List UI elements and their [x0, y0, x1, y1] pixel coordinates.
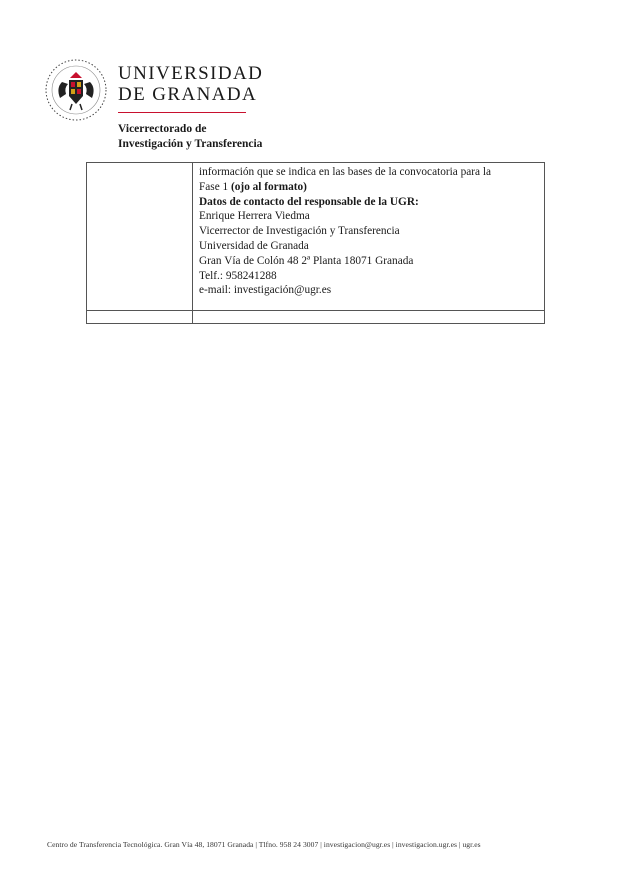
text-span: Fase 1: [199, 180, 232, 193]
table-row-divider: [87, 310, 544, 311]
university-name-line1: UNIVERSIDAD: [118, 63, 264, 84]
contact-phone: Telf.: 958241288: [199, 269, 277, 282]
info-table: [86, 162, 545, 324]
page-footer: Centro de Transferencia Tecnológica. Gran Vía 48, 18071 Granada | Tlfno. 958 24 3007 | investigacion@ugr.es | investigacion.ugr.es | ugr.es: [47, 840, 481, 849]
header-divider: [118, 112, 246, 113]
text-line: información que se indica en las bases de la convocatoria para la: [199, 166, 492, 178]
contact-email: e-mail: investigación@ugr.es: [199, 284, 332, 297]
contact-heading: Datos de contacto del responsable de la UGR:: [199, 195, 419, 208]
text-line: [199, 180, 539, 195]
contact-address: Gran Vía de Colón 48 2ª Planta 18071 Granada: [199, 254, 414, 267]
department-line2: Investigación y Transferencia: [118, 138, 263, 150]
table-column-divider: [192, 163, 193, 323]
university-name-line2: DE GRANADA: [118, 84, 258, 105]
contact-name: Enrique Herrera Viedma: [199, 210, 310, 223]
department-name: [118, 122, 262, 152]
format-note: (ojo al formato): [231, 180, 307, 193]
contact-institution: Universidad de Granada: [199, 239, 309, 252]
table-cell-content: [199, 165, 539, 298]
university-crest-icon: [44, 58, 108, 122]
department-line1: Vicerrectorado de: [118, 123, 207, 135]
contact-role: Vicerrector de Investigación y Transferencia: [199, 225, 400, 238]
